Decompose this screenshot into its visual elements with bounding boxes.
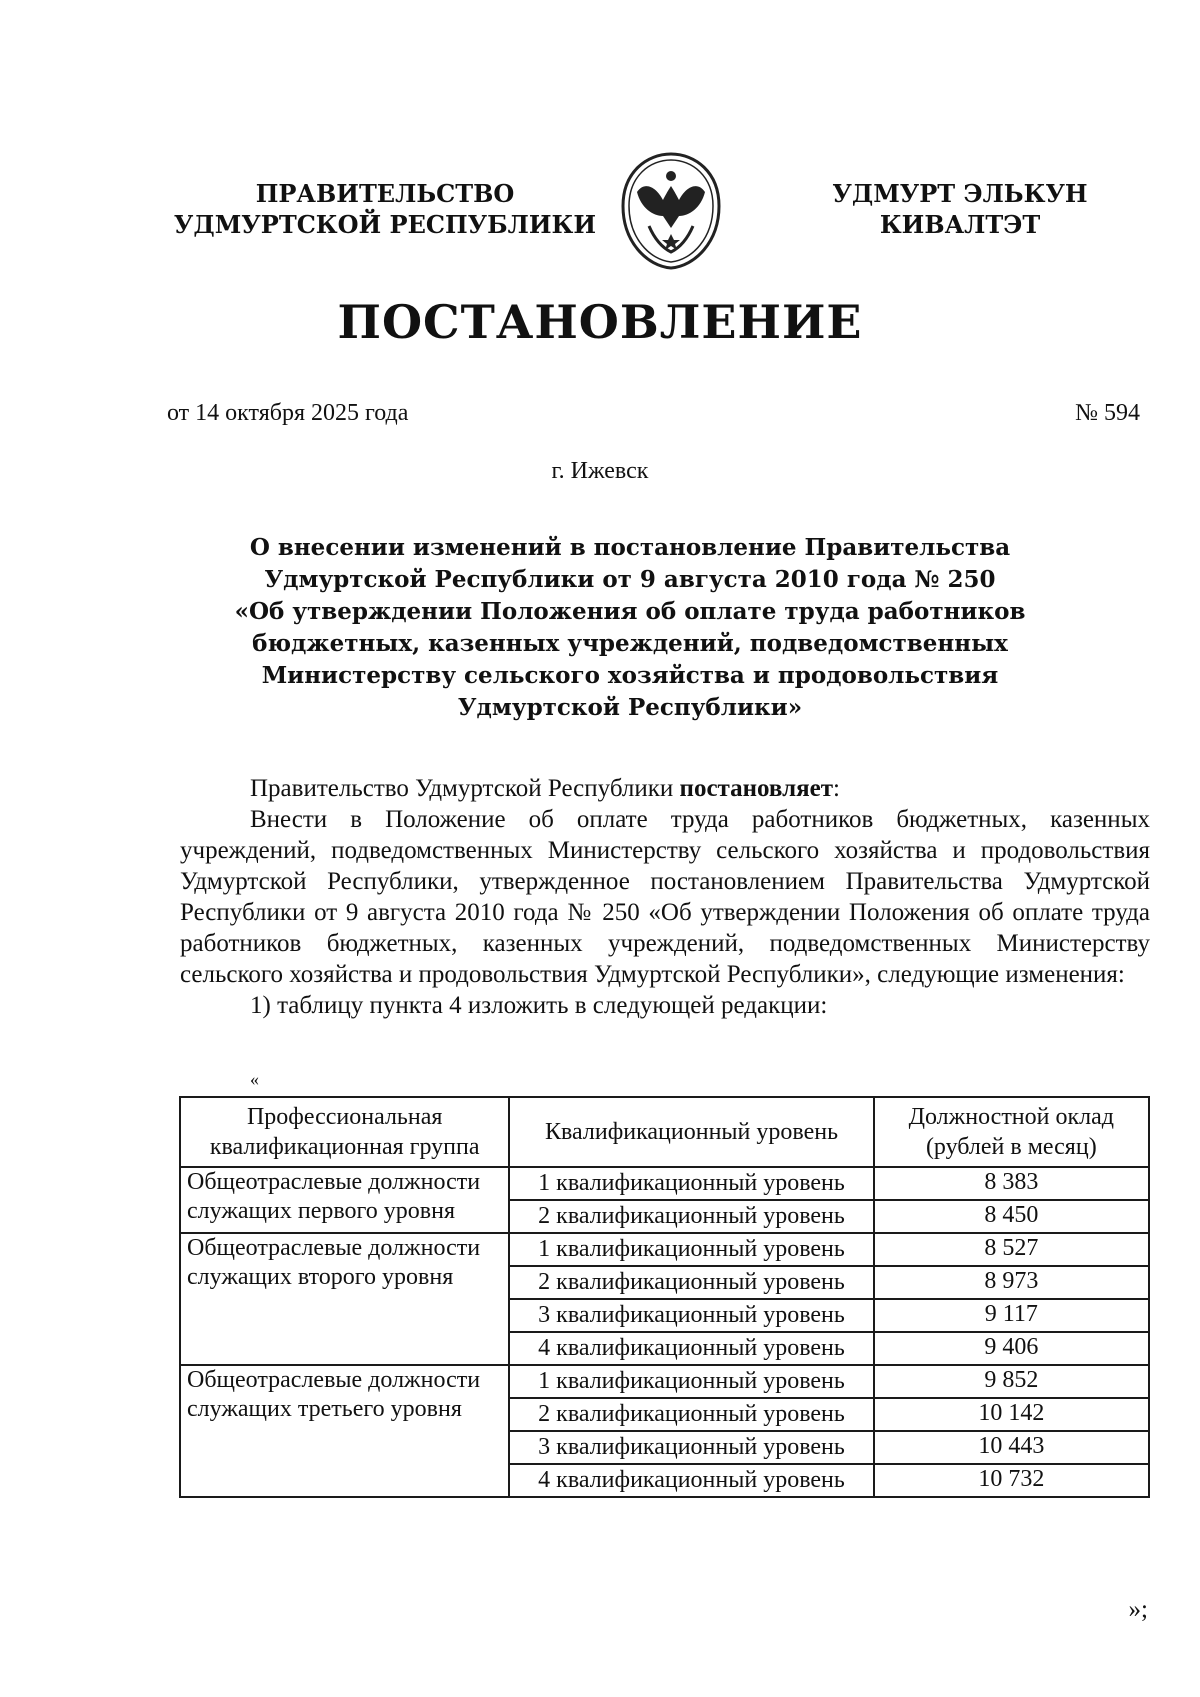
level-cell: 4 квалификационный уровень — [509, 1464, 873, 1497]
open-quote: « — [250, 1069, 259, 1089]
level-cell: 3 квалификационный уровень — [509, 1299, 873, 1332]
salary-cell: 8 973 — [874, 1266, 1149, 1299]
salary-cell: 8 527 — [874, 1233, 1149, 1266]
group-name: Общеотраслевые должности служащих первого уровня — [180, 1167, 509, 1233]
level-cell: 4 квалификационный уровень — [509, 1332, 873, 1365]
document-subject — [230, 532, 1030, 724]
subject-line: Министерству сельского хозяйства и продовольствия — [261, 662, 999, 689]
col-header-group: Профессиональная квалификационная группа — [180, 1097, 509, 1167]
table-row — [180, 1167, 1149, 1200]
level-cell: 3 квалификационный уровень — [509, 1431, 873, 1464]
document-body — [180, 773, 1150, 1021]
close-quote: »; — [1128, 1596, 1148, 1623]
issuer-udm-line-1: УДМУРТ ЭЛЬКУН — [832, 179, 1088, 208]
decree-statement — [180, 773, 1150, 804]
table-row — [180, 1233, 1149, 1266]
salary-cell: 10 142 — [874, 1398, 1149, 1431]
decree-prefix: Правительство Удмуртской Республики — [250, 775, 680, 802]
level-cell: 1 квалификационный уровень — [509, 1365, 873, 1398]
salary-cell: 8 450 — [874, 1200, 1149, 1233]
group-name: Общеотраслевые должности служащих второго уровня — [180, 1233, 509, 1365]
salary-cell: 10 732 — [874, 1464, 1149, 1497]
level-cell: 1 квалификационный уровень — [509, 1233, 873, 1266]
salary-table — [179, 1096, 1150, 1498]
table-header-row — [180, 1097, 1149, 1167]
issuer-name-russian — [160, 178, 610, 240]
salary-cell: 9 852 — [874, 1365, 1149, 1398]
subject-line: «Об утверждении Положения об оплате труда работников — [234, 598, 1026, 625]
level-cell: 2 квалификационный уровень — [509, 1200, 873, 1233]
subject-line: бюджетных, казенных учреждений, подведомственных — [252, 630, 1008, 657]
issuer-name-udmurt — [795, 178, 1125, 240]
issuer-line-1: ПРАВИТЕЛЬСТВО — [255, 179, 515, 208]
level-cell: 2 квалификационный уровень — [509, 1266, 873, 1299]
salary-cell: 8 383 — [874, 1167, 1149, 1200]
subject-line: О внесении изменений в постановление Правительства — [249, 534, 1011, 561]
amendment-paragraph: Внести в Положение об оплате труда работников бюджетных, казенных учреждений, подведомственных Министерству сельского хозяйства и продовольствия Удмуртской Республики, утвержденное постановлением Правительства Удмуртской Республики от 9 августа 2010 года № 250 «Об утверждении Положения об оплате труда работников бюджетных, казенных учреждений, подведомственных Министерству сельского хозяйства и продовольствия Удмуртской Республики», следующие изменения: — [180, 806, 1150, 988]
issuer-udm-line-2: КИВАЛТЭТ — [879, 210, 1041, 239]
document-type-title: ПОСТАНОВЛЕНИЕ — [337, 295, 863, 349]
udmurt-coat-of-arms-icon — [615, 150, 727, 272]
level-cell: 2 квалификационный уровень — [509, 1398, 873, 1431]
decree-verb: постановляет — [679, 775, 834, 802]
col-header-level: Квалификационный уровень — [509, 1097, 873, 1167]
subject-line: Удмуртской Республики от 9 августа 2010 года № 250 — [264, 566, 996, 593]
decree-suffix: : — [833, 775, 840, 802]
level-cell: 1 квалификационный уровень — [509, 1167, 873, 1200]
document-number: № 594 — [1075, 400, 1140, 426]
group-name: Общеотраслевые должности служащих третьего уровня — [180, 1365, 509, 1497]
item-1: 1) таблицу пункта 4 изложить в следующей редакции: — [250, 992, 828, 1019]
salary-cell: 9 117 — [874, 1299, 1149, 1332]
document-city: г. Ижевск — [551, 458, 649, 484]
salary-cell: 9 406 — [874, 1332, 1149, 1365]
col-header-salary: Должностной оклад (рублей в месяц) — [874, 1097, 1149, 1167]
document-date: от 14 октября 2025 года — [167, 400, 409, 426]
salary-cell: 10 443 — [874, 1431, 1149, 1464]
subject-line: Удмуртской Республики» — [457, 694, 803, 721]
issuer-line-2: УДМУРТСКОЙ РЕСПУБЛИКИ — [173, 210, 597, 239]
table-row — [180, 1365, 1149, 1398]
